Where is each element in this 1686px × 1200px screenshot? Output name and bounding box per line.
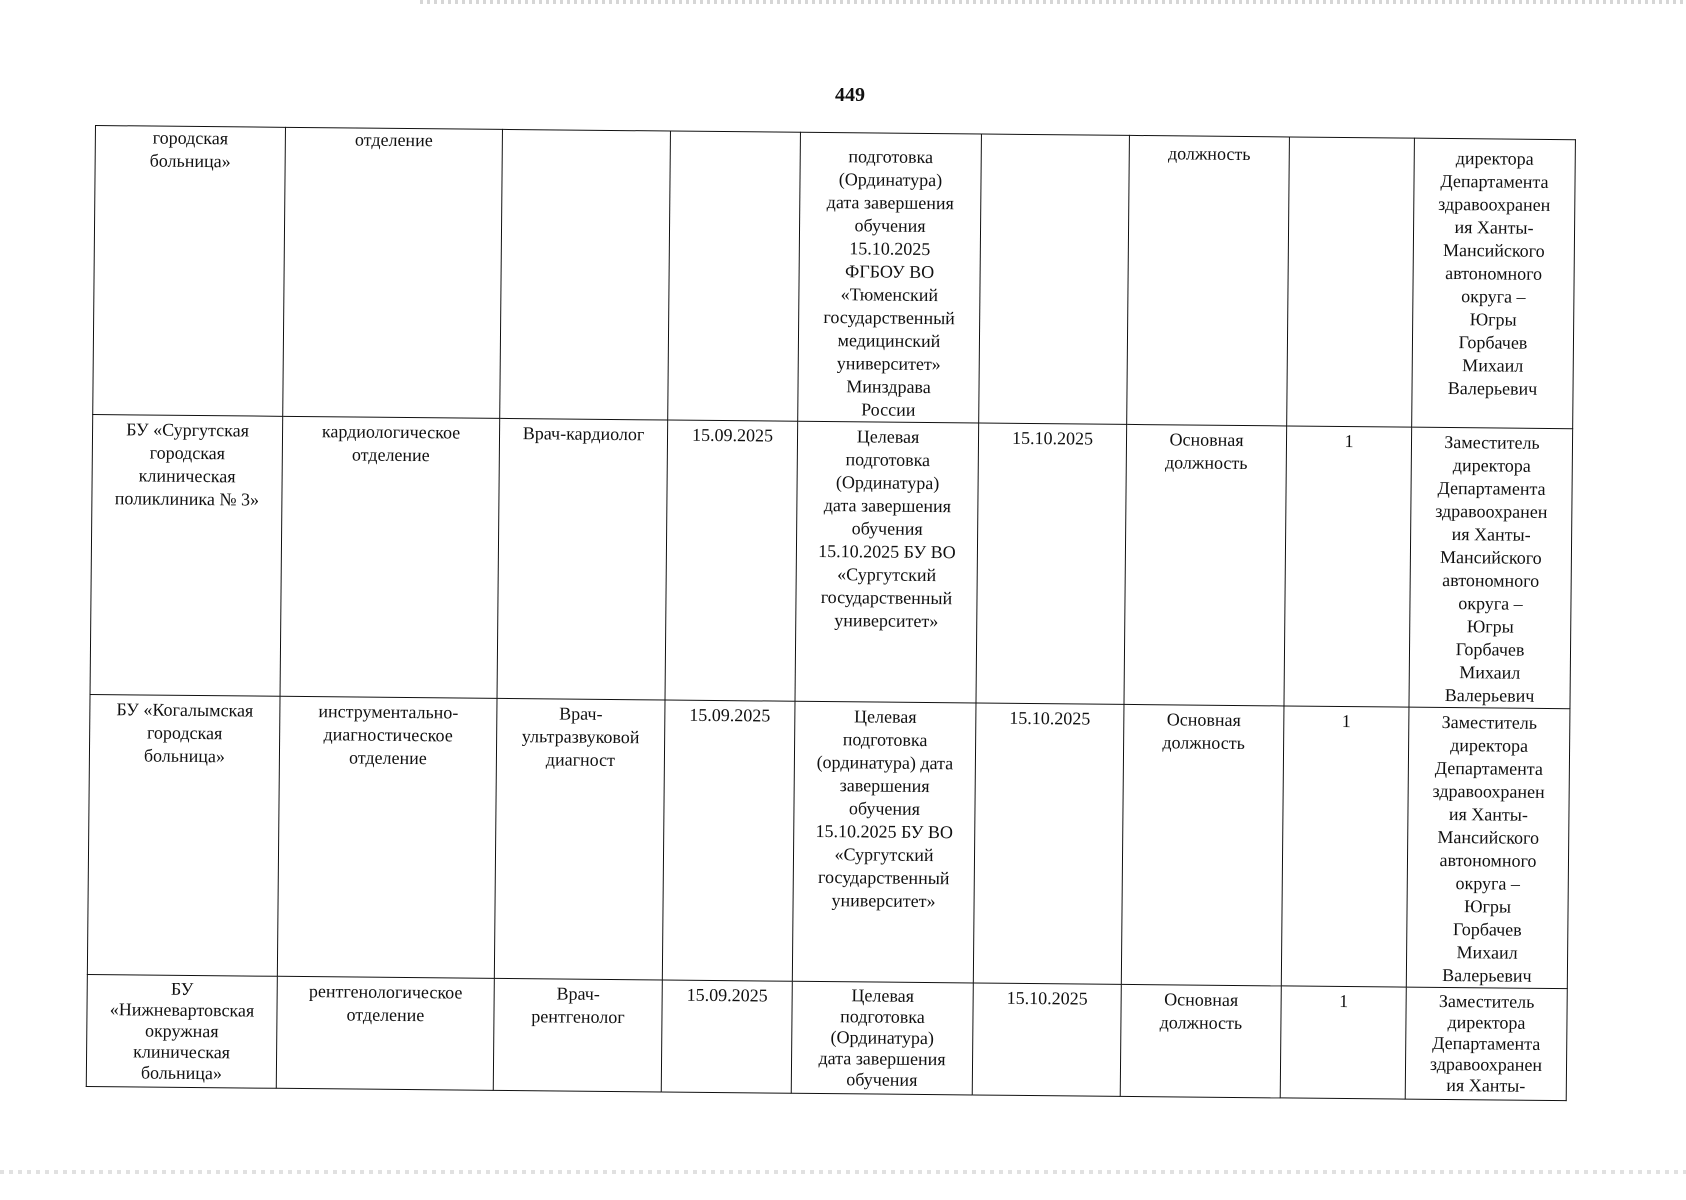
signatory-cell: директора Департамента здравоохранен ия Ханты- Мансийского автономного округа – Югры Горбачев Михаил Валерьевич (1412, 138, 1576, 429)
department-cell: рентгенологическое отделение (276, 976, 494, 1090)
date-start-cell: 15.09.2025 (662, 700, 795, 981)
training-cell: подготовка (Ординатура) дата завершения обучения 15.10.2025 ФГБОУ ВО «Тюменский государственный медицинский университет» Минздрава России (798, 132, 982, 423)
count-cell: 1 (1280, 986, 1406, 1099)
signatory-cell: Заместитель директора Департамента здравоохранен ия Ханты- (1405, 987, 1567, 1101)
signatory-cell: Заместитель директора Департамента здравоохранен ия Ханты- Мансийского автономного округа – Югры Горбачев Михаил Валерьевич (1406, 707, 1570, 989)
position-type-cell: Основная должность (1124, 424, 1287, 706)
page-number: 449 (835, 84, 865, 106)
vacancy-table (86, 125, 1576, 1101)
position-type-cell: Основная должность (1121, 704, 1284, 986)
position-type-cell: должность (1127, 135, 1290, 426)
training-cell: Целевая подготовка (ординатура) дата завершения обучения 15.10.2025 БУ ВО «Сургутский государственный университет» (792, 701, 976, 983)
department-cell: кардиологическое отделение (280, 416, 500, 698)
institution-cell: БУ «Сургутская городская клиническая поликлиника № 3» (90, 414, 283, 696)
date-end-cell: 15.10.2025 (973, 703, 1124, 984)
training-cell: Целевая подготовка (Ординатура) дата завершения обучения 15.10.2025 БУ ВО «Сургутский государственный университет» (795, 421, 979, 703)
department-cell: инструментально- диагностическое отделение (277, 696, 497, 978)
date-start-cell: 15.09.2025 (665, 420, 798, 701)
position-cell: Врач-кардиолог (497, 418, 668, 700)
scan-noise-bottom (0, 1170, 1686, 1174)
table-row (87, 694, 1570, 988)
scan-noise-top (420, 0, 1686, 4)
institution-cell: городская больница» (93, 126, 286, 417)
training-cell: Целевая подготовка (Ординатура) дата завершения обучения (791, 981, 973, 1095)
signatory-cell: Заместитель директора Департамента здравоохранен ия Ханты- Мансийского автономного округа – Югры Горбачев Михаил Валерьевич (1409, 427, 1573, 709)
table-row (93, 126, 1576, 429)
department-cell: отделение (283, 127, 503, 418)
date-end-cell (979, 134, 1130, 424)
count-cell: 1 (1284, 426, 1412, 707)
date-end-cell: 15.10.2025 (976, 423, 1127, 704)
position-cell (500, 129, 671, 420)
institution-cell: БУ «Когалымская городская больница» (87, 694, 280, 976)
position-cell: Врач- рентгенолог (493, 978, 662, 1092)
date-end-cell: 15.10.2025 (972, 983, 1121, 1096)
position-type-cell: Основная должность (1120, 984, 1281, 1098)
date-start-cell: 15.09.2025 (661, 980, 792, 1093)
table-row (90, 414, 1573, 708)
count-cell (1287, 137, 1415, 427)
institution-cell: БУ «Нижневартовская окружная клиническая больница» (86, 974, 277, 1088)
date-start-cell (668, 131, 801, 421)
table-row (86, 974, 1567, 1100)
count-cell: 1 (1281, 706, 1409, 987)
position-cell: Врач- ультразвуковой диагност (494, 698, 665, 980)
